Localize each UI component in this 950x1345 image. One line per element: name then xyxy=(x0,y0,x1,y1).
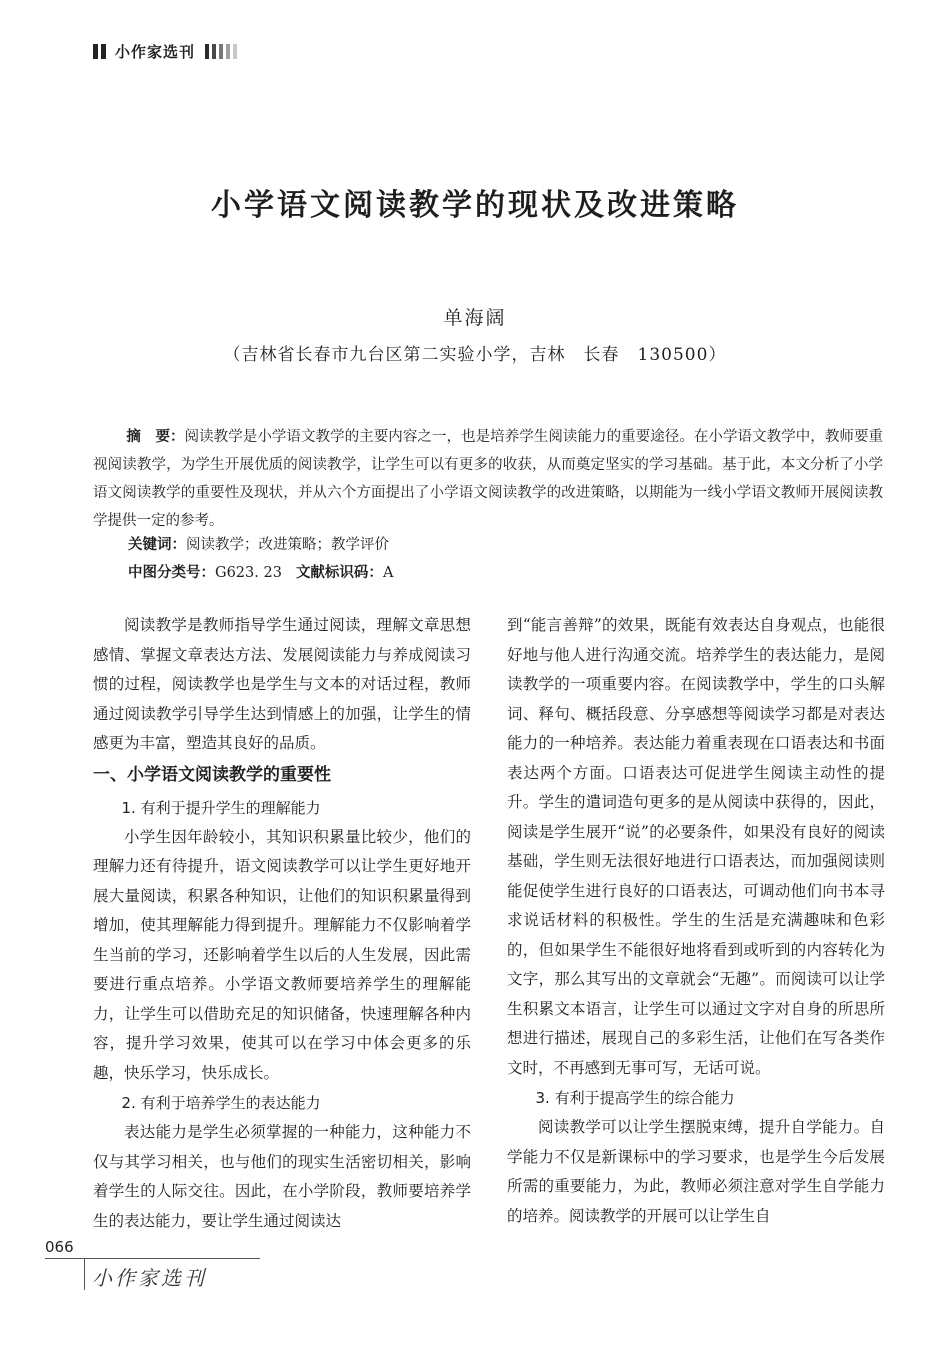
classification-line xyxy=(128,559,393,587)
header-gradient-bar xyxy=(219,44,223,59)
footer-journal-logo: 小作家选刊 xyxy=(92,1266,207,1290)
keywords-label: 关键词： xyxy=(128,537,186,553)
section-heading: 一、小学语文阅读教学的重要性 xyxy=(93,764,331,785)
abstract-label: 摘 要： xyxy=(126,429,185,445)
header-gradient-bar xyxy=(233,44,237,59)
subsection-heading: 2. 有利于培养学生的表达能力 xyxy=(121,1094,321,1112)
clc-label: 中图分类号： xyxy=(128,565,215,581)
body-paragraph: 小学生因年龄较小，其知识积累量比较少，他们的理解力还有待提升，语文阅读教学可以让学生更好地开展大量阅读，积累各种知识，让他们的知识积累量得到增加，使其理解能力得到提升。理解能力不仅影响着学生当前的学习，还影响着学生以后的人生发展，因此需要进行重点培养。小学语文教师要培养学生的理解能力，让学生可以借助充足的知识储备，快速理解各种内容，提升学习效果，使其可以在学习中体会更多的乐趣，快乐学习，快乐成长。 xyxy=(93,827,471,1082)
footer-vertical-rule xyxy=(84,1258,85,1290)
header-block-mark xyxy=(101,44,106,59)
running-header xyxy=(93,40,240,62)
header-block-mark xyxy=(93,44,98,59)
right-column xyxy=(507,611,885,1231)
header-gradient-bar xyxy=(226,44,230,59)
keywords-text: 阅读教学；改进策略；教学评价 xyxy=(186,537,389,553)
article-title: 小学语文阅读教学的现状及改进策略 xyxy=(211,188,739,223)
page-number: 066 xyxy=(45,1238,74,1256)
author-name: 单海阔 xyxy=(443,307,507,329)
doc-code-label: 文献标识码： xyxy=(295,565,383,581)
subsection-heading: 3. 有利于提高学生的综合能力 xyxy=(535,1089,735,1107)
subsection-heading: 1. 有利于提升学生的理解能力 xyxy=(121,798,321,817)
header-gradient-bar xyxy=(205,44,209,59)
keywords xyxy=(128,531,389,559)
doc-code-value: A xyxy=(382,565,394,581)
footer-rule xyxy=(45,1258,260,1259)
abstract xyxy=(93,423,883,535)
clc-value: G623. 23 xyxy=(215,565,282,581)
journal-name: 小作家选刊 xyxy=(115,42,196,61)
intro-paragraph: 阅读教学是教师指导学生通过阅读，理解文章思想感情、掌握文章表达方法、发展阅读能力与养成阅读习惯的过程，阅读教学也是学生与文本的对话过程，教师通过阅读教学引导学生达到情感上的加强，让学生的情感更为丰富，塑造其良好的品质。 xyxy=(93,616,471,752)
body-paragraph: 表达能力是学生必须掌握的一种能力，这种能力不仅与其学习相关，也与他们的现实生活密切相关，影响着学生的人际交往。因此，在小学阶段，教师要培养学生的表达能力，要让学生通过阅读达 xyxy=(93,1123,471,1230)
left-column xyxy=(93,611,471,1236)
header-gradient-bar xyxy=(212,44,216,59)
body-paragraph: 阅读教学可以让学生摆脱束缚，提升自学能力。自学能力不仅是新课标中的学习要求，也是学生今后发展所需的重要能力，为此，教师必须注意对学生自学能力的培养。阅读教学的开展可以让学生自 xyxy=(507,1118,885,1225)
abstract-text: 阅读教学是小学语文教学的主要内容之一，也是培养学生阅读能力的重要途径。在小学语文教学中，教师要重视阅读教学，为学生开展优质的阅读教学，让学生可以有更多的收获，从而奠定坚实的学习基础。基于此，本文分析了小学语文阅读教学的重要性及现状，并从六个方面提出了小学语文阅读教学的改进策略，以期能为一线小学语文教师开展阅读教学提供一定的参考。 xyxy=(93,429,884,529)
body-paragraph-continued: 到“能言善辩”的效果，既能有效表达自身观点，也能很好地与他人进行沟通交流。培养学生的表达能力，是阅读教学的一项重要内容。在阅读教学中，学生的口头解词、释句、概括段意、分享感想等阅读学习都是对表达能力的一种培养。表达能力着重表现在口语表达和书面表达两个方面。口语表达可促进学生阅读主动性的提升。学生的遣词造句更多的是从阅读中获得的，因此，阅读是学生展开“说”的必要条件，如果没有良好的阅读基础，学生则无法很好地进行口语表达，而加强阅读则能促使学生进行良好的口语表达，可调动他们向书本寻求说话材料的积极性。学生的生活是充满趣味和色彩的，但如果学生不能很好地将看到或听到的内容转化为文字，那么其写出的文章就会“无趣”。而阅读可以让学生积累文本语言，让学生可以通过文字对自身的所思所想进行描述，展现自己的多彩生活，让他们在写各类作文时，不再感到无事可写，无话可说。 xyxy=(507,616,885,1077)
author-affiliation: （吉林省长春市九台区第二实验小学，吉林 长春 130500） xyxy=(223,345,727,365)
